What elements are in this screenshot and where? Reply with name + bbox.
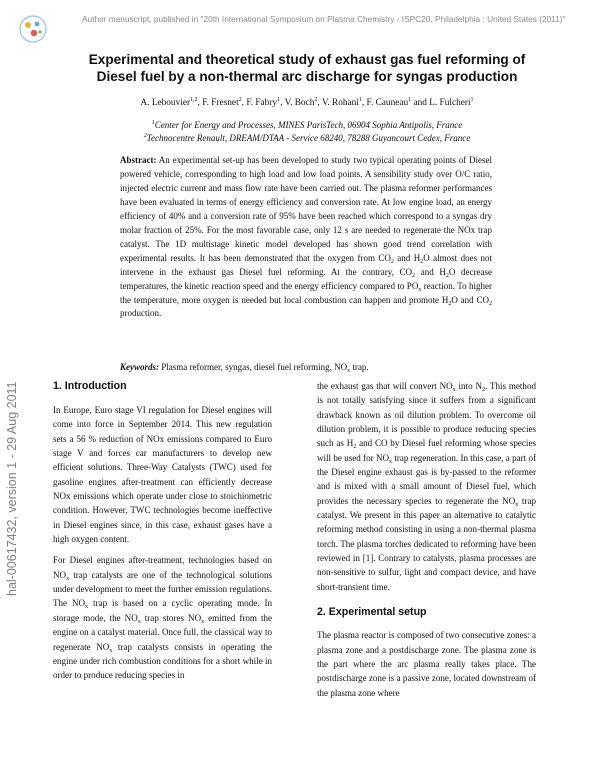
left-column (53, 379, 272, 683)
author: F. Fresnet$^2$, (202, 97, 247, 108)
abstract: Abstract: An experimental set-up has been developed to study two typical operating points of Diesel powered vehicle, corresponding to high load and low load points. A sensibility study over O/C ratio, injected electric current and mass flow rate have been carried out. The plasma reformer performances have been evaluated in terms of energy efficiency and conversion rate. At low engine load, an energy efficiency of 40% and a conversion rate of 95% have been reached which correspond to a syngas dry molar fraction of 25%. For the most favorable case, only 12 s are needed to regenerate the NOx trap catalyst. The 1D multistage kinetic model developed has shown good trend correlation with experimental results. It has been demonstrated that the oxygen from $CO_2$ and $H_2O$ almost does not intervene in the exhaust gas Diesel fuel reforming. At the contrary, $CO_2$ and $H_2O$ decrease temperatures, the kinetic reaction speed and the energy efficiency compared to $PO_x$ reaction. To higher the temperature, more oxygen is needed but local combustion can happen and promote $H_2O$ and $CO_2$ production. (120, 155, 493, 319)
affiliation: $^1$Center for Energy and Processes, MINES ParisTech, 06904 Sophia Antipolis, France (151, 120, 463, 130)
paragraph: For Diesel engines after-treatment, technologies based on $NO_x$ trap catalysts are one of the technological solutions under development to meet the further emission regulations. The $NO_x$ trap is based on a cyclic operating mode. In storage mode, the $NO_x$ trap stores $NO_x$ emitted from the engine on a catalyst material. Once full, the classical way to regenerate $NO_x$ trap catalysts consists in operating the engine under rich combustion conditions for a short while in order to produce reducing species in (53, 555, 273, 681)
right-column (317, 379, 536, 700)
keywords: Keywords: Plasma reformer, syngas, diesel fuel reforming, $NO_x$ trap. (120, 362, 369, 374)
author: V. Boch$^2$, (284, 97, 322, 108)
paragraph: the exhaust gas that will convert $NO_x$ into $N_2$. This method is not totally satisfying since it suffers from a significant drawback known as oil dilution problem. To overcome oil dilution problem, it is possible to produce reducing species such as $H_2$ and CO by Diesel fuel reforming whose species will be used for $NO_x$ trap regeneration. In this case, a part of the Diesel engine exhaust gas is by-passed to the reformer and is mixed with a small amount of Diesel fuel, which provides the necessary species to regenerate the $NO_x$ trap catalyst. We present in this paper an alternative to catalytic reforming method consisting in using a non-thermal plasma torch. The plasma torches dedicated to reforming have been reviewed in [1]. Contrary to catalysts, plasma processes are non-sensitive to sulfur, light and compact device, and have short-transient time. (317, 381, 537, 592)
running-head: Author manuscript, published in "20th International Symposium on Plasma Chemistry - ISPC20, Philadelphia : United States (2011)" (82, 14, 566, 24)
paper-title: Experimental and theoretical study of exhaust gas fuel reforming of Diesel fuel by a non-thermal arc discharge for syngas production (88, 52, 526, 84)
author: F. Fabry$^1$, (246, 97, 285, 108)
author: L. Fulcheri$^1$ (429, 97, 474, 108)
abstract-label: Abstract: (120, 155, 157, 165)
section-heading-introduction: 1. Introduction (53, 380, 127, 392)
author: A. Lebouvier$^{1,2}$, (140, 97, 203, 108)
keywords-label: Keywords: (120, 362, 159, 372)
author: F. Cauneau$^1$ and (366, 97, 430, 108)
paragraph: In Europe, Euro stage VI regulation for Diesel engines will come into force in September 2014. This new regulation sets a 56 % reduction of NOx emissions compared to Euro stage V and forces car manufacturers to develop new efficient solutions. Three-Way Catalysts (TWC) used for gasoline engines after-treatment can efficiently decrease NOx emissions which operate under close to stoichiometric condition. However, TWC technologies become ineffective in Diesel engines since, in this case, exhaust gases have a high oxygen content. (53, 405, 272, 545)
section-heading-experimental-setup: 2. Experimental setup (317, 606, 427, 619)
affiliation: $^2$Technocentre Renault, DREAM/DTAA - Service 68240, 78288 Guyancourt Cedex, France (143, 133, 471, 143)
hal-id-text: hal-00617432, version 1 - 29 Aug 2011 (5, 381, 19, 596)
paragraph: The plasma reactor is composed of two consecutive zones: a plasma zone and a postdischarge zone. The plasma zone is the part where the arc plasma really takes place. The postdischarge zone is a passive zone, located downstream of the plasma zone where (317, 630, 536, 698)
author: V. Rohani$^1$, (321, 97, 367, 108)
hal-logo (18, 14, 48, 44)
author-list (60, 98, 554, 108)
